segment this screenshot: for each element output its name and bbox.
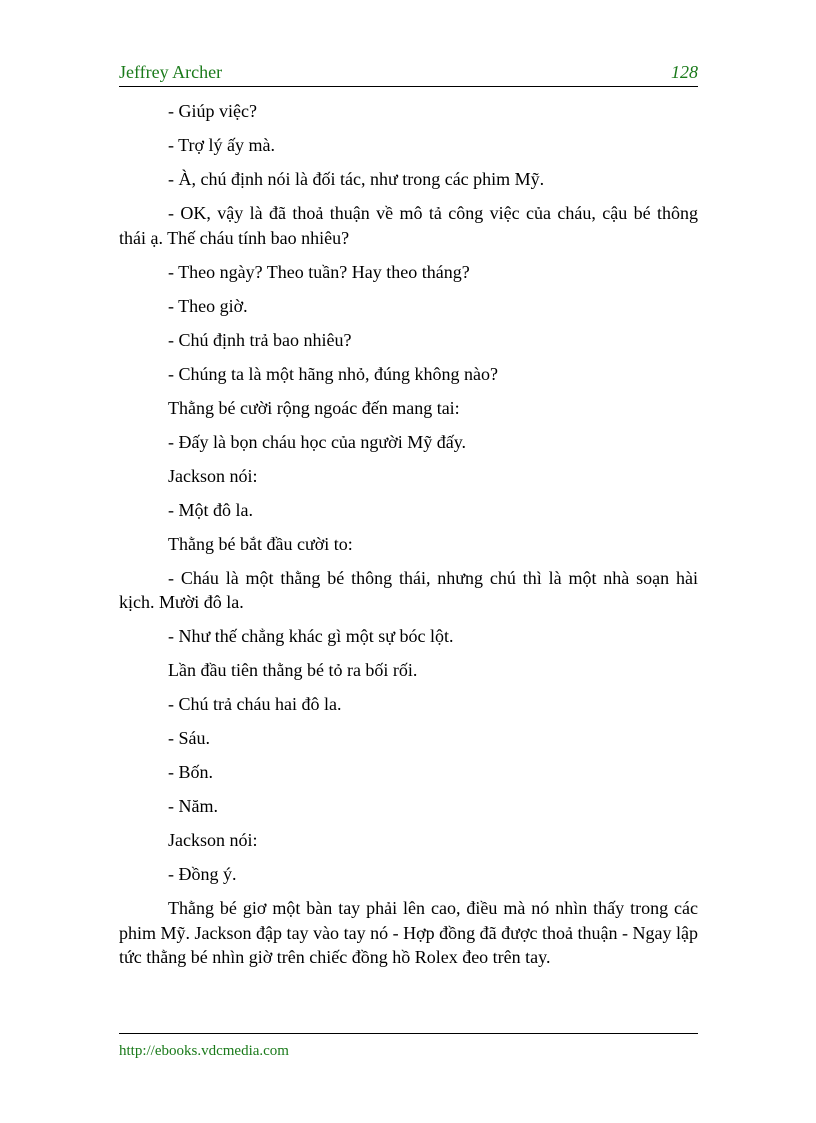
paragraph: Thằng bé giơ một bàn tay phải lên cao, điều mà nó nhìn thấy trong các phim Mỹ. Jackson đập tay vào tay nó - Hợp đồng đã được thoả thuận - Ngay lập tức thằng bé nhìn giờ trên chiếc đồng hồ Rolex đeo trên tay.	[119, 898, 698, 967]
paragraph: - Đấy là bọn cháu học của người Mỹ đấy.	[168, 431, 467, 452]
paragraph: Thằng bé cười rộng ngoác đến mang tai:	[168, 397, 460, 418]
paragraph: Jackson nói:	[168, 465, 258, 486]
paragraph: - Theo ngày? Theo tuần? Hay theo tháng?	[168, 261, 470, 282]
paragraph: - Bốn.	[168, 762, 213, 782]
paragraph: - Đồng ý.	[168, 864, 237, 884]
paragraph: - Theo giờ.	[168, 295, 248, 316]
paragraph: - Chúng ta là một hãng nhỏ, đúng không nào?	[168, 363, 498, 384]
paragraph: Lần đầu tiên thằng bé tỏ ra bối rối.	[168, 660, 418, 680]
paragraph: - Sáu.	[168, 728, 210, 748]
footer-url-link[interactable]: http://ebooks.vdcmedia.com	[119, 1043, 289, 1059]
page-number: 128	[671, 62, 698, 82]
footer-divider	[119, 1033, 698, 1034]
paragraph: - Chú định trả bao nhiêu?	[168, 329, 352, 350]
paragraph: - Một đô la.	[168, 499, 253, 520]
page-header	[119, 62, 698, 87]
paragraph: - Như thế chẳng khác gì một sự bóc lột.	[168, 626, 454, 646]
page-body	[119, 99, 698, 979]
paragraph: - À, chú định nói là đối tác, như trong các phim Mỹ.	[168, 169, 545, 189]
paragraph: Jackson nói:	[168, 830, 258, 850]
paragraph: - OK, vậy là đã thoả thuận về mô tả công việc của cháu, cậu bé thông thái ạ. Thế cháu tính bao nhiêu?	[119, 203, 698, 248]
paragraph: Thằng bé bắt đầu cười to:	[168, 533, 353, 554]
paragraph: - Trợ lý ấy mà.	[168, 135, 276, 155]
paragraph: - Chú trả cháu hai đô la.	[168, 694, 342, 714]
paragraph: - Cháu là một thằng bé thông thái, nhưng chú thì là một nhà soạn hài kịch. Mười đô la.	[119, 567, 698, 612]
book-author: Jeffrey Archer	[119, 62, 223, 82]
paragraph: - Năm.	[168, 796, 218, 816]
paragraph: - Giúp việc?	[168, 101, 257, 121]
